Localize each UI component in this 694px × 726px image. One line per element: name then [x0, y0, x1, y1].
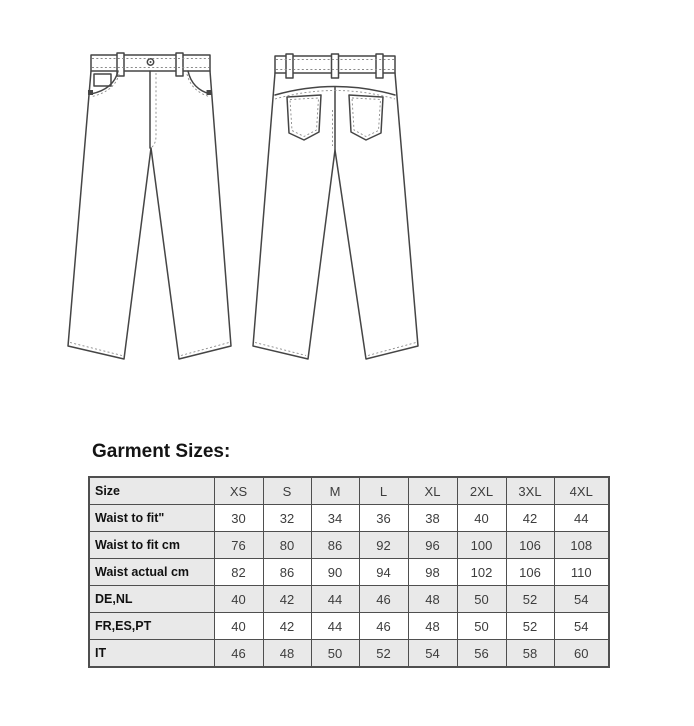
size-value-cell: 86: [263, 559, 311, 586]
size-value-cell: 54: [554, 586, 609, 613]
size-value-cell: 54: [408, 640, 457, 668]
size-value-cell: 30: [214, 505, 263, 532]
section-title: Garment Sizes:: [92, 441, 231, 462]
size-value-cell: 90: [311, 559, 359, 586]
size-value-cell: 52: [359, 640, 408, 668]
table-header-row: [89, 477, 609, 505]
size-value-cell: 48: [263, 640, 311, 668]
column-header: L: [359, 477, 408, 505]
size-value-cell: 40: [457, 505, 506, 532]
size-value-cell: 34: [311, 505, 359, 532]
size-value-cell: 96: [408, 532, 457, 559]
table-row: [89, 640, 609, 668]
size-value-cell: 92: [359, 532, 408, 559]
jeans-back-illustration: [248, 40, 423, 370]
garment-size-table: [88, 476, 610, 668]
size-value-cell: 50: [311, 640, 359, 668]
size-value-cell: 94: [359, 559, 408, 586]
table-row: [89, 559, 609, 586]
size-value-cell: 46: [214, 640, 263, 668]
size-value-cell: 40: [214, 613, 263, 640]
size-value-cell: 44: [554, 505, 609, 532]
size-value-cell: 44: [311, 613, 359, 640]
column-header: 4XL: [554, 477, 609, 505]
row-label: Waist actual cm: [89, 559, 214, 586]
jeans-front-illustration: [64, 40, 236, 370]
garment-sizes-section: [88, 441, 610, 668]
size-value-cell: 38: [408, 505, 457, 532]
size-value-cell: 80: [263, 532, 311, 559]
column-header: S: [263, 477, 311, 505]
size-value-cell: 52: [506, 586, 554, 613]
row-label: Waist to fit": [89, 505, 214, 532]
size-value-cell: 60: [554, 640, 609, 668]
size-value-cell: 44: [311, 586, 359, 613]
table-row: [89, 586, 609, 613]
size-value-cell: 36: [359, 505, 408, 532]
size-value-cell: 48: [408, 586, 457, 613]
jeans-front-outline: [68, 53, 231, 359]
table-row: [89, 613, 609, 640]
size-value-cell: 48: [408, 613, 457, 640]
size-value-cell: 102: [457, 559, 506, 586]
size-value-cell: 50: [457, 613, 506, 640]
size-value-cell: 46: [359, 586, 408, 613]
jeans-back-outline: [253, 54, 418, 359]
column-header: XS: [214, 477, 263, 505]
size-value-cell: 110: [554, 559, 609, 586]
column-header: 2XL: [457, 477, 506, 505]
size-value-cell: 98: [408, 559, 457, 586]
size-value-cell: 106: [506, 559, 554, 586]
row-label: FR,ES,PT: [89, 613, 214, 640]
column-header-size: Size: [89, 477, 214, 505]
size-value-cell: 42: [263, 586, 311, 613]
column-header: 3XL: [506, 477, 554, 505]
column-header: M: [311, 477, 359, 505]
row-label: DE,NL: [89, 586, 214, 613]
size-value-cell: 82: [214, 559, 263, 586]
size-value-cell: 76: [214, 532, 263, 559]
size-value-cell: 46: [359, 613, 408, 640]
size-value-cell: 52: [506, 613, 554, 640]
table-row: [89, 532, 609, 559]
size-value-cell: 40: [214, 586, 263, 613]
size-value-cell: 108: [554, 532, 609, 559]
size-value-cell: 86: [311, 532, 359, 559]
size-value-cell: 106: [506, 532, 554, 559]
row-label: IT: [89, 640, 214, 668]
size-value-cell: 54: [554, 613, 609, 640]
size-value-cell: 100: [457, 532, 506, 559]
size-value-cell: 42: [263, 613, 311, 640]
size-value-cell: 32: [263, 505, 311, 532]
row-label: Waist to fit cm: [89, 532, 214, 559]
size-value-cell: 58: [506, 640, 554, 668]
size-value-cell: 56: [457, 640, 506, 668]
size-value-cell: 50: [457, 586, 506, 613]
table-row: [89, 505, 609, 532]
size-value-cell: 42: [506, 505, 554, 532]
column-header: XL: [408, 477, 457, 505]
